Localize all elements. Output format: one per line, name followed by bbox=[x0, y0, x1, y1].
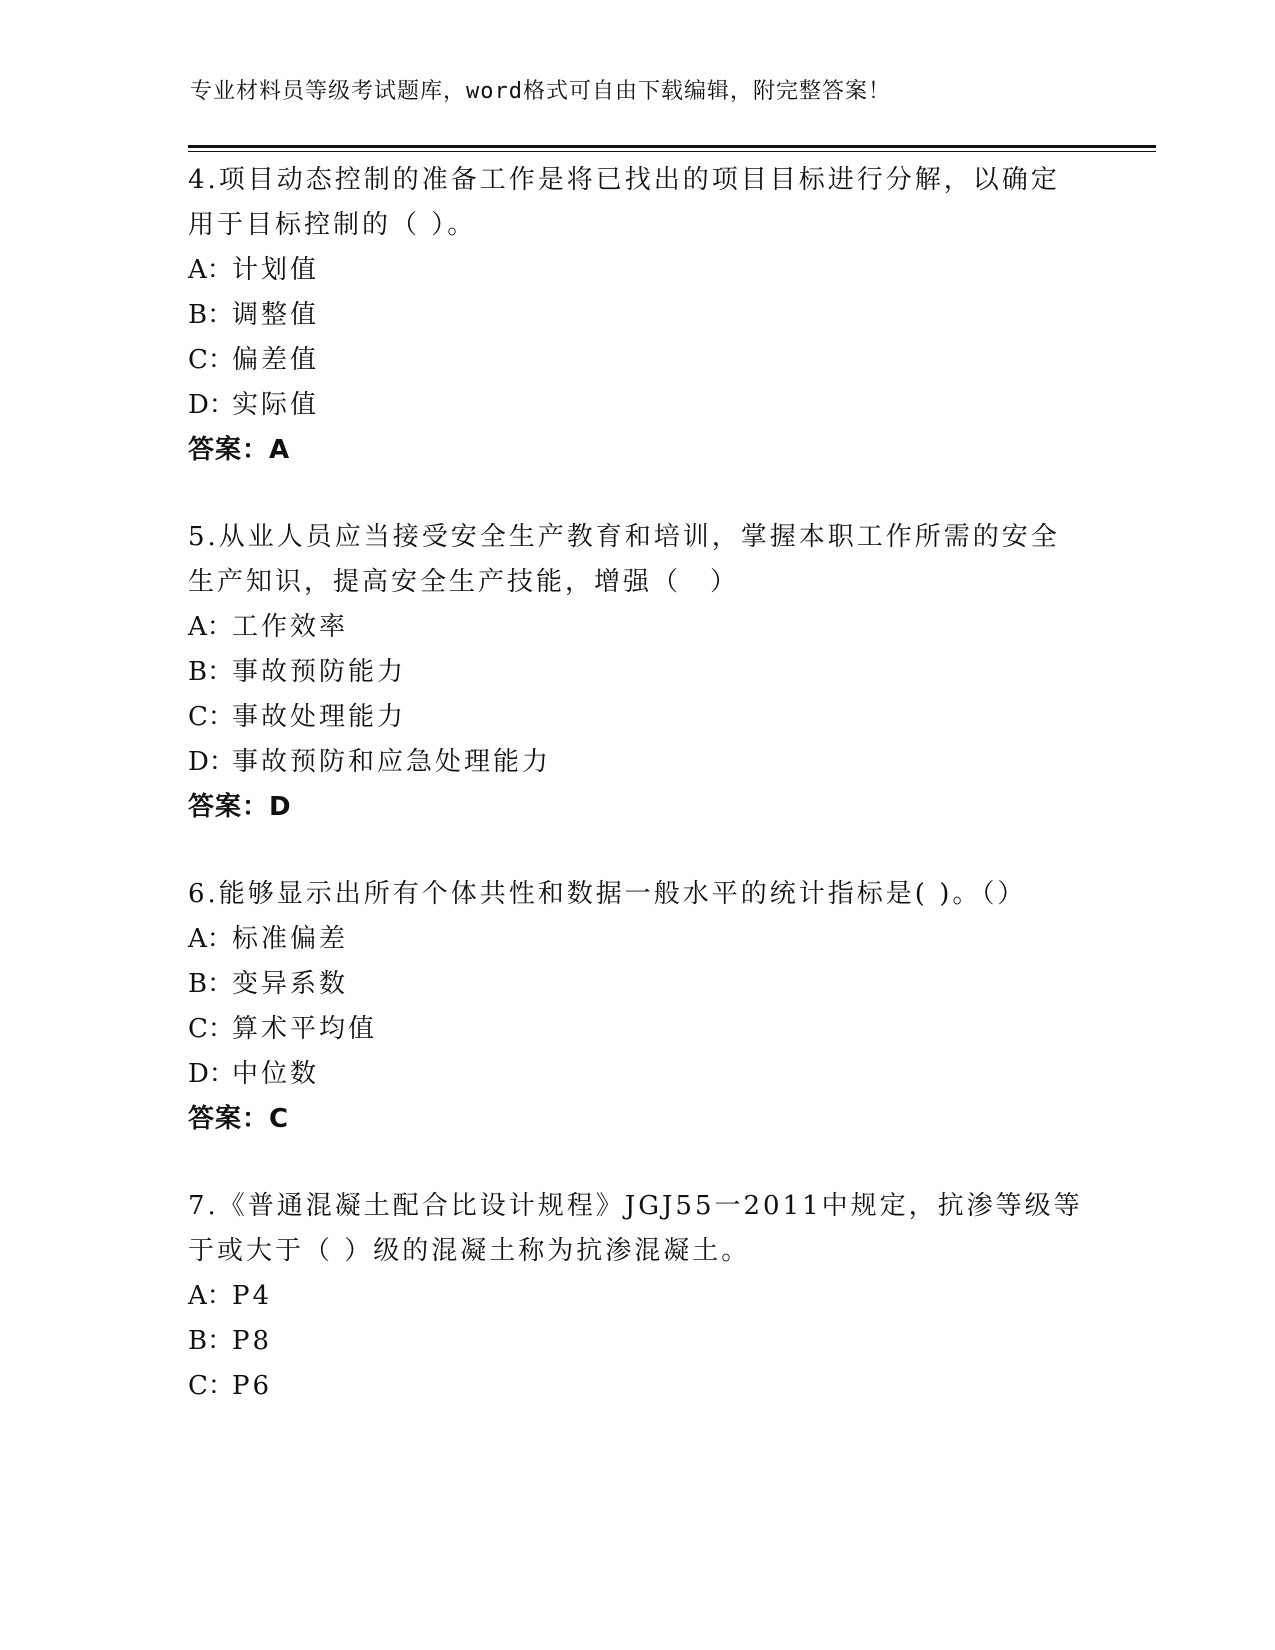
option-key: A： bbox=[188, 255, 233, 285]
header-rule-thin bbox=[188, 151, 1156, 152]
option-text: 算术平均值 bbox=[232, 1014, 378, 1044]
option-key: C： bbox=[188, 345, 234, 375]
option-text: 事故预防能力 bbox=[232, 657, 407, 687]
question-stem: 7.《普通混凝土配合比设计规程》JGJ55一2011中规定，抗渗等级等于或大于（ ）级的混凝土称为抗渗混凝土。 bbox=[188, 1191, 1083, 1266]
option-text: P8 bbox=[232, 1326, 273, 1356]
answer-label: 答案：C bbox=[188, 1104, 290, 1134]
question-5 bbox=[188, 515, 1088, 830]
option-c bbox=[188, 1364, 1088, 1409]
option-c bbox=[188, 695, 1088, 740]
option-d bbox=[188, 383, 1088, 428]
option-b bbox=[188, 293, 1088, 338]
option-key: A： bbox=[188, 924, 233, 954]
option-text: 调整值 bbox=[232, 300, 320, 330]
page-header: 专业材料员等级考试题库，word格式可自由下载编辑，附完整答案！ bbox=[190, 79, 891, 104]
question-stem: 4.项目动态控制的准备工作是将已找出的项目目标进行分解，以确定用于目标控制的（ ）。 bbox=[188, 165, 1060, 240]
question-4 bbox=[188, 158, 1088, 473]
answer-label: 答案：D bbox=[188, 792, 292, 822]
option-text: 偏差值 bbox=[232, 345, 320, 375]
option-text: P6 bbox=[232, 1371, 273, 1401]
option-text: 事故处理能力 bbox=[232, 702, 407, 732]
option-text: P4 bbox=[232, 1281, 273, 1311]
option-key: D： bbox=[188, 390, 235, 420]
option-text: 实际值 bbox=[232, 390, 320, 420]
question-stem: 5.从业人员应当接受安全生产教育和培训，掌握本职工作所需的安全生产知识，提高安全生产技能，增强（ ） bbox=[188, 522, 1060, 597]
option-key: A： bbox=[188, 612, 233, 642]
option-a bbox=[188, 605, 1088, 650]
option-c bbox=[188, 338, 1088, 383]
option-key: D： bbox=[188, 747, 235, 777]
option-a bbox=[188, 917, 1088, 962]
option-b bbox=[188, 962, 1088, 1007]
option-b bbox=[188, 650, 1088, 695]
option-key: B： bbox=[188, 1326, 234, 1356]
option-text: 标准偏差 bbox=[232, 924, 349, 954]
option-key: C： bbox=[188, 702, 234, 732]
option-text: 事故预防和应急处理能力 bbox=[232, 747, 552, 777]
question-stem: 6.能够显示出所有个体共性和数据一般水平的统计指标是( )。（） bbox=[188, 879, 1027, 909]
option-key: B： bbox=[188, 969, 234, 999]
option-a bbox=[188, 1274, 1088, 1319]
option-d bbox=[188, 1052, 1088, 1097]
option-key: B： bbox=[188, 657, 234, 687]
option-text: 工作效率 bbox=[232, 612, 349, 642]
option-key: A： bbox=[188, 1281, 233, 1311]
question-6 bbox=[188, 872, 1088, 1142]
answer-label: 答案：A bbox=[188, 435, 291, 465]
option-a bbox=[188, 248, 1088, 293]
option-key: C： bbox=[188, 1014, 234, 1044]
option-text: 变异系数 bbox=[232, 969, 349, 999]
option-b bbox=[188, 1319, 1088, 1364]
option-text: 中位数 bbox=[232, 1059, 320, 1089]
option-c bbox=[188, 1007, 1088, 1052]
option-text: 计划值 bbox=[232, 255, 320, 285]
header-rule-thick bbox=[188, 145, 1156, 148]
option-key: D： bbox=[188, 1059, 235, 1089]
option-key: C： bbox=[188, 1371, 234, 1401]
question-list bbox=[188, 158, 1088, 1451]
option-key: B： bbox=[188, 300, 234, 330]
question-7 bbox=[188, 1184, 1088, 1409]
option-d bbox=[188, 740, 1088, 785]
